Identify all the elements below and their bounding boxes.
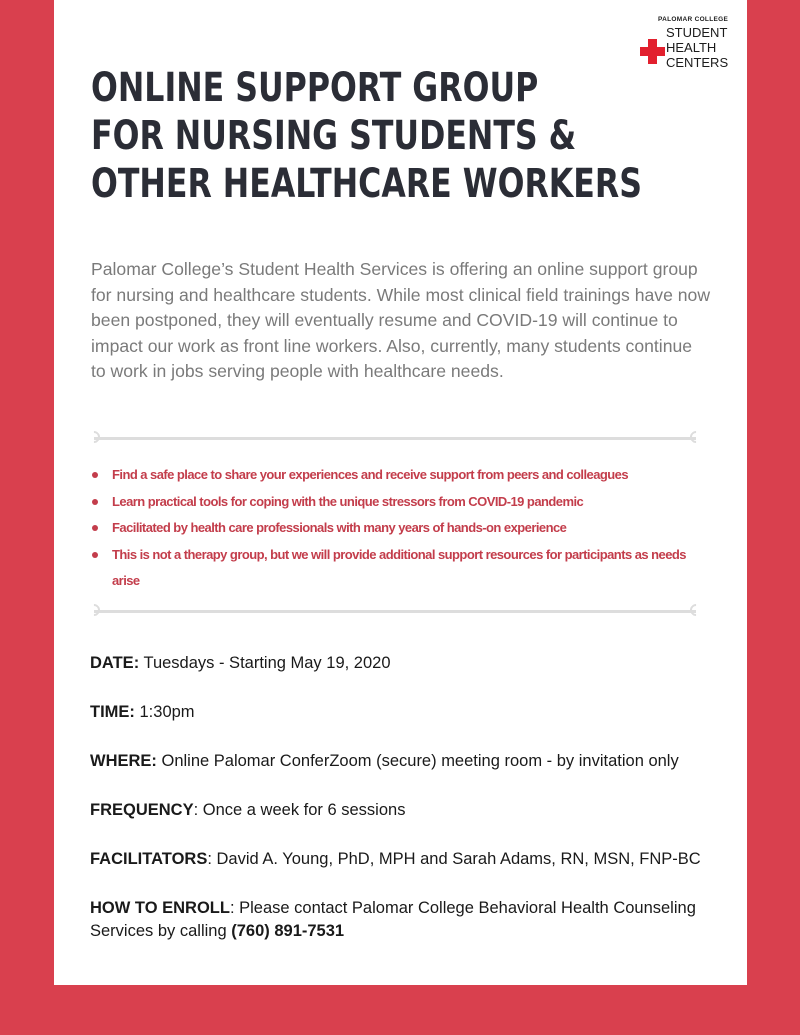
date-row — [90, 652, 740, 675]
where-label: WHERE: — [90, 752, 157, 770]
frequency-label: FREQUENCY — [90, 801, 194, 819]
logo-wordmark — [666, 25, 728, 70]
date-label: DATE: — [90, 654, 140, 672]
bullet-dot-icon — [92, 552, 98, 558]
title-line-2: FOR NURSING STUDENTS & — [91, 113, 577, 159]
benefits-list — [92, 462, 712, 595]
bullet-dot-icon — [92, 525, 98, 531]
frequency-row — [90, 799, 740, 822]
logo-college-name: PALOMAR COLLEGE — [658, 16, 729, 23]
facilitators-value: : David A. Young, PhD, MPH and Sarah Adams, RN, MSN, FNP-BC — [207, 850, 701, 868]
bullet-dot-icon — [92, 499, 98, 505]
logo-line-student: STUDENT — [666, 25, 728, 40]
time-value: 1:30pm — [134, 703, 195, 721]
facilitators-label: FACILITATORS — [90, 850, 208, 868]
flyer-page — [54, 0, 747, 985]
student-health-centers-logo — [640, 14, 740, 84]
enroll-value: : Please contact Palomar College Behavioral Health Counseling Services by calling — [90, 899, 696, 940]
divider-bottom — [88, 604, 702, 618]
time-row — [90, 701, 740, 724]
red-cross-icon — [640, 39, 665, 64]
list-item: Learn practical tools for coping with the unique stressors from COVID-19 pandemic — [92, 489, 712, 516]
list-item: Facilitated by health care professionals with many years of hands-on experience — [92, 515, 712, 542]
logo-line-health: HEALTH — [666, 40, 717, 55]
enroll-row — [90, 897, 730, 943]
intro-paragraph: Palomar College’s Student Health Services is offering an online support group for nursing and healthcare students. While most clinical field trainings have now been postponed, they will eventually resume and COVID-19 will continue to impact our work as front line workers. Also, currently, many students continue to work in jobs serving people with healthcare needs. — [91, 259, 711, 381]
where-value: Online Palomar ConferZoom (secure) meeting room - by invitation only — [156, 752, 679, 770]
page-title — [91, 64, 642, 208]
time-label: TIME: — [90, 703, 135, 721]
list-item: This is not a therapy group, but we will provide additional support resources for participants as needs arise — [92, 542, 712, 595]
enroll-label: HOW TO ENROLL — [90, 899, 230, 917]
event-details — [90, 652, 740, 969]
bullet-dot-icon — [92, 472, 98, 478]
divider-top — [88, 431, 702, 445]
date-value: Tuesdays - Starting May 19, 2020 — [139, 654, 391, 672]
enroll-phone: (760) 891-7531 — [231, 922, 345, 940]
logo-line-centers: CENTERS — [666, 55, 729, 70]
title-line-1: ONLINE SUPPORT GROUP — [91, 65, 539, 111]
list-item: Find a safe place to share your experiences and receive support from peers and colleagues — [92, 462, 712, 489]
where-row — [90, 750, 740, 773]
facilitators-row — [90, 848, 740, 871]
title-line-3: OTHER HEALTHCARE WORKERS — [91, 161, 642, 207]
frequency-value: : Once a week for 6 sessions — [193, 801, 406, 819]
